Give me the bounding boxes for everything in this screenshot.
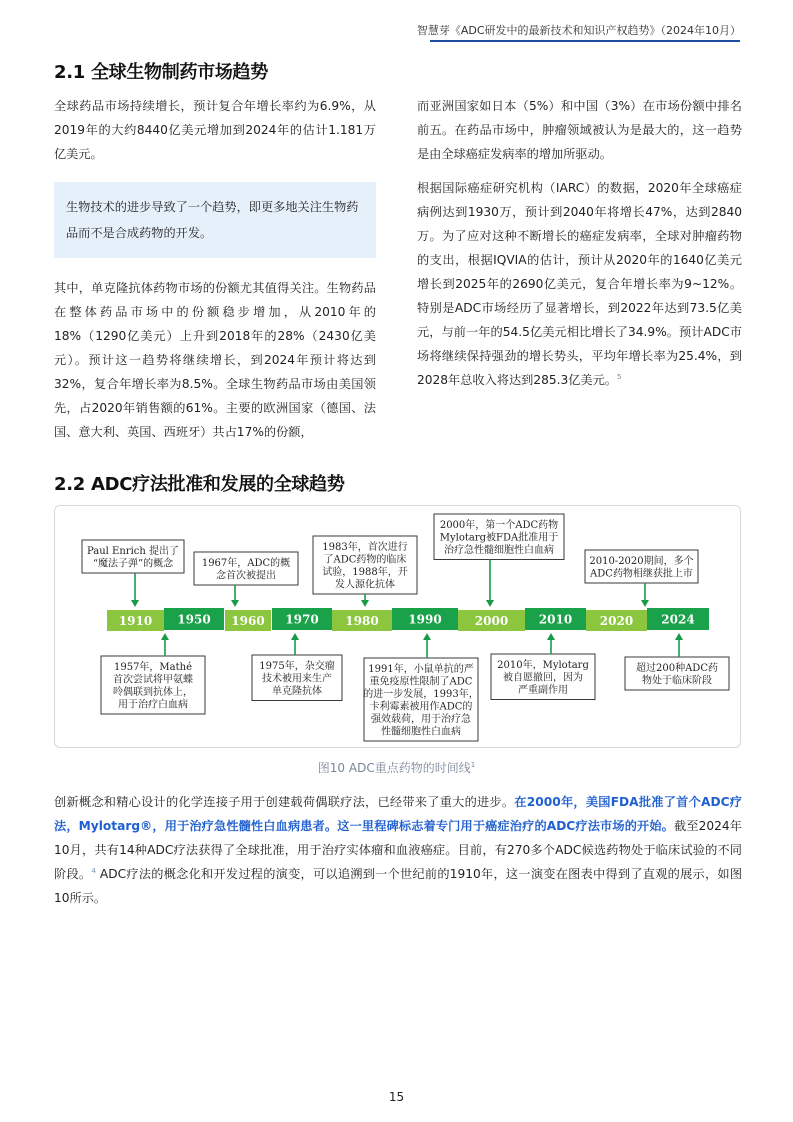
event-below-3-line-4: 卡利霉素被用作ADC的 xyxy=(369,701,473,713)
timeline-year-1960: 1960 xyxy=(231,614,265,628)
paragraph-iarc xyxy=(417,176,742,392)
event-above-3-line-3: 试验，1988年，开 xyxy=(322,567,408,578)
event-above-5-line-1: 2010-2020期间，多个 xyxy=(589,556,694,567)
callout-box: 生物技术的进步导致了一个趋势，即更多地关注生物药品而不是合成药物的开发。 xyxy=(54,182,376,258)
body-text-part3: ADC疗法的概念化和开发过程的演变，可以追溯到一个世纪前的1910年，这一演变在图表中得到了直观的展示，如图10所示。 xyxy=(54,867,743,905)
event-above-3-line-4: 发人源化抗体 xyxy=(335,579,395,591)
timeline-year-1910: 1910 xyxy=(118,614,153,628)
timeline-year-1980: 1980 xyxy=(345,614,379,628)
paragraph-asia: 而亚洲国家如日本（5%）和中国（3%）在市场份额中排名前五。在药品市场中，肿瘤领域被认为是最大的，这一趋势是由全球癌症发病率的增加所驱动。 xyxy=(417,99,742,161)
header-rule xyxy=(430,40,740,42)
timeline-svg xyxy=(55,506,742,749)
figure-caption xyxy=(0,759,793,776)
right-column xyxy=(417,94,742,402)
body-text-part1: 创新概念和精心设计的化学连接子用于创建载荷偶联疗法，已经带来了重大的进步。 xyxy=(54,795,515,809)
timeline-year-1990: 1990 xyxy=(408,612,442,627)
arrow-above-2-head xyxy=(231,600,239,607)
footnote-ref-4: 4 xyxy=(91,866,96,875)
timeline-year-2020: 2020 xyxy=(599,614,634,628)
paragraph-monoclonal: 其中，单克隆抗体药物市场的份额尤其值得关注。生物药品在整体药品市场中的份额稳步增加，从2010年的18%（1290亿美元）上升到2018年的28%（2430亿美元）。预计这一趋势将继续增长，到2024年预计将达到32%，复合年增长率为8.5%。全球生物药品市场由美国领先，占2020年销售额的61%。主要的欧洲国家（德国、法国、意大利、英国、西班牙）共占17%的份额， xyxy=(54,281,376,439)
timeline-year-2000: 2000 xyxy=(474,614,509,628)
event-above-4-line-3: 治疗急性髓细胞性白血病 xyxy=(444,545,554,556)
timeline-year-2010: 2010 xyxy=(538,612,573,627)
event-below-3-line-6: 性髓细胞性白血病 xyxy=(381,726,461,738)
event-below-3-line-2: 重免疫原性限制了ADC xyxy=(369,676,473,688)
arrow-below-2-head xyxy=(291,633,299,640)
arrow-below-3-head xyxy=(423,633,431,640)
event-below-1-line-1: 1957年，Mathé xyxy=(113,662,193,673)
arrow-above-1-head xyxy=(131,600,139,607)
section-title-2-2: 2.2 ADC疗法批准和发展的全球趋势 xyxy=(54,474,345,495)
event-above-5-line-2: ADC药物相继获批上市 xyxy=(590,568,693,580)
event-above-1-line-2: “魔法子弹”的概念 xyxy=(92,558,174,570)
event-below-3-line-5: 强效载荷，用于治疗急 xyxy=(371,714,471,725)
timeline-year-2024: 2024 xyxy=(661,612,695,627)
figure-caption-ref: 1 xyxy=(470,761,476,769)
arrow-above-5-head xyxy=(641,600,649,607)
body-paragraph xyxy=(54,790,742,910)
event-above-3-line-2: 了ADC药物的临床 xyxy=(323,554,407,566)
event-below-5-line-1: 超过200种ADC药 xyxy=(636,663,718,674)
event-below-2-line-3: 单克隆抗体 xyxy=(272,686,322,697)
body-text-part2: 截至2024年10月，共有14种ADC疗法获得了全球批准，用于治疗实体瘤和血液癌症。目前，有270多个ADC候选药物处于临床试验的不同阶段。 xyxy=(54,819,742,881)
event-above-2-line-1: 1967年，ADC的概 xyxy=(201,558,291,569)
figure-caption-text: 图10 ADC重点药物的时间线 xyxy=(317,761,471,775)
left-column xyxy=(54,94,376,454)
event-below-4-line-3: 严重副作用 xyxy=(518,685,568,696)
paragraph-iarc-text: 根据国际癌症研究机构（IARC）的数据，2020年全球癌症病例达到1930万，预计到2040年将增长47%，达到2840万。为了应对这种不断增长的癌症发病率，全球对肿瘤药物的支出，根据IQVIA的估计，预计从2020年的1640亿美元增长到2025年的2690亿美元，复合年增长率为9~12%。特别是ADC市场经历了显著增长，到2022年达到73.5亿美元，与前一年的54.5亿美元相比增长了34.9%。预计ADC市场将继续保持强劲的增长势头，平均年增长率为25.4%，到2028年总收入将达到285.3亿美元。 xyxy=(417,181,742,387)
page-number: 15 xyxy=(388,1090,405,1104)
event-below-2-line-2: 技术被用来生产 xyxy=(262,673,332,685)
arrow-above-4-head xyxy=(486,600,494,607)
event-below-2-line-1: 1975年，杂交瘤 xyxy=(259,661,335,672)
timeline-figure xyxy=(54,505,741,748)
running-header: 智慧芽《ADC研发中的最新技术和知识产权趋势》（2024年10月） xyxy=(416,24,741,37)
event-above-4-line-1: 2000年，第一个ADC药物 xyxy=(439,520,559,531)
event-below-3-line-3: 的进一步发展，1993年， xyxy=(363,689,479,700)
event-above-2-line-2: 念首次被提出 xyxy=(216,570,276,582)
arrow-above-3-head xyxy=(361,600,369,607)
event-below-3-line-1: 1991年，小鼠单抗的严 xyxy=(368,664,474,675)
arrow-below-4-head xyxy=(547,633,555,640)
event-below-5-line-2: 物处于临床阶段 xyxy=(642,675,712,687)
event-below-4-line-2: 被自愿撤回，因为 xyxy=(503,672,583,684)
paragraph-market-growth: 全球药品市场持续增长，预计复合年增长率约为6.9%，从2019年的大约8440亿美元增加到2024年的估计1.181万亿美元。 xyxy=(54,99,376,161)
event-below-1-line-4: 用于治疗白血病 xyxy=(118,699,188,711)
arrow-below-1-head xyxy=(161,633,169,640)
event-below-1-line-2: 首次尝试将甲氨蝶 xyxy=(113,674,193,686)
event-below-1-line-3: 呤偶联到抗体上， xyxy=(113,687,193,698)
event-below-4-line-1: 2010年，Mylotarg xyxy=(497,660,589,671)
footnote-ref-5: 5 xyxy=(616,372,622,381)
body-highlight: 在2000年，美国FDA批准了首个ADC疗法，Mylotarg®，用于治疗急性髓性白血病患者。这一里程碑标志着专门用于癌症治疗的ADC疗法市场的开始。 xyxy=(54,795,742,833)
timeline-year-1970: 1970 xyxy=(285,612,319,627)
event-above-3-line-1: 1983年，首次进行 xyxy=(322,542,408,553)
timeline-year-1950: 1950 xyxy=(177,612,211,627)
arrow-below-5-head xyxy=(675,633,683,640)
event-above-4-line-2: Mylotarg被FDA批准用于 xyxy=(439,532,559,544)
section-title-2-1: 2.1 全球生物制药市场趋势 xyxy=(54,62,268,83)
event-above-1-line-1: Paul Enrich 提出了 xyxy=(87,546,179,557)
